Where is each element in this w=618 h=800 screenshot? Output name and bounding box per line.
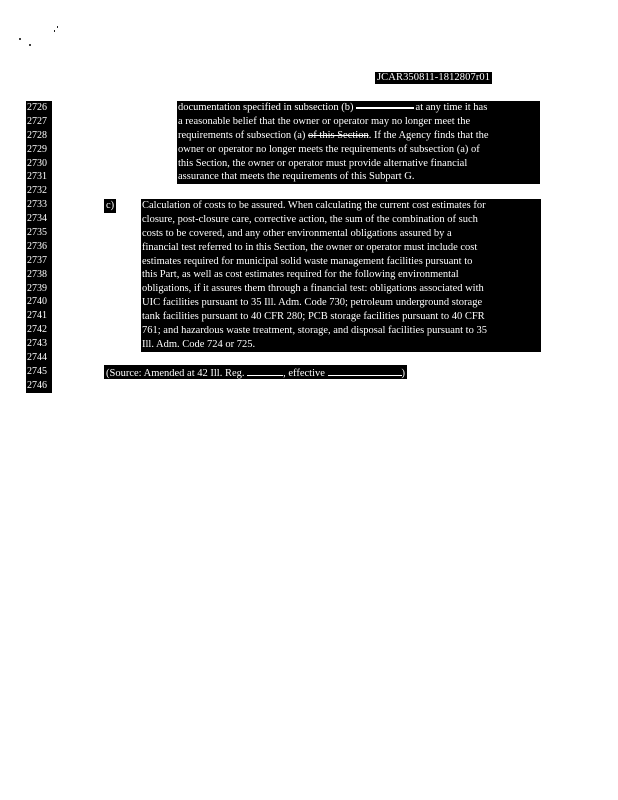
line-number: 2743 [26, 337, 52, 351]
line-number: 2730 [26, 157, 52, 171]
line-number: 2727 [26, 115, 52, 129]
line-number: 2742 [26, 323, 52, 337]
line-number: 2739 [26, 282, 52, 296]
subsection-c-body [141, 199, 541, 352]
subsection-label: c) [106, 200, 115, 211]
struck-text: of this Section [308, 129, 369, 141]
text-line: tank facilities pursuant to 40 CFR 280; PCB storage facilities pursuant to 40 CFR [142, 311, 485, 323]
text-line: this Part, as well as cost estimates required for the following environmental [142, 269, 459, 281]
line-number: 2737 [26, 254, 52, 268]
line-number: 2735 [26, 226, 52, 240]
line-number: 2744 [26, 351, 52, 365]
document-id-header: JCAR350811-1812807r01 [377, 72, 491, 83]
text-line: this Section, the owner or operator must provide alternative financial [178, 157, 468, 169]
text-line: costs to be covered, and any other environmental obligations assured by a [142, 227, 452, 239]
line-number: 2741 [26, 309, 52, 323]
line-number: 2731 [26, 170, 52, 184]
line-number: 2745 [26, 365, 52, 379]
scan-speck [19, 38, 21, 40]
scan-speck [57, 26, 58, 28]
line-number: 2740 [26, 295, 52, 309]
text-line: estimates required for municipal solid waste management facilities pursuant to [142, 255, 473, 267]
text-segment: documentation specified in subsection (b) [178, 102, 354, 113]
text-line [177, 101, 540, 115]
text-line: UIC facilities pursuant to 35 Ill. Adm. Code 730; petroleum underground storage [142, 297, 483, 309]
text-line: Calculation of costs to be assured. When calculating the current cost estimates for [142, 200, 486, 211]
text-line: Ill. Adm. Code 724 or 725. [142, 338, 256, 350]
source-text: , effective [283, 368, 325, 379]
text-line: assurance that meets the requirements of this Subpart G. [178, 171, 415, 183]
line-number: 2736 [26, 240, 52, 254]
paragraph-b-continuation [177, 101, 540, 184]
source-text: (Source: Amended at 42 Ill. Reg. [106, 368, 245, 379]
line-number-column [26, 101, 52, 393]
text-line: obligations, if it assures them through a financial test: obligations associated with [142, 283, 484, 295]
source-text: ) [401, 368, 406, 379]
source-note [104, 365, 407, 379]
text-line: owner or operator no longer meets the requirements of subsection (a) of [178, 143, 480, 155]
scan-speck [54, 30, 55, 32]
text-line: closure, post-closure care, corrective action, the sum of the combination of such [142, 213, 478, 225]
blank-line [247, 365, 283, 376]
line-number: 2734 [26, 212, 52, 226]
text-segment: requirements of subsection (a) [178, 129, 306, 141]
text-segment: . If the Agency finds that the [368, 129, 489, 141]
line-number: 2732 [26, 184, 52, 198]
line-number: 2738 [26, 268, 52, 282]
text-segment: at any time it has [415, 102, 488, 113]
line-number: 2728 [26, 129, 52, 143]
line-number: 2726 [26, 101, 52, 115]
line-number: 2746 [26, 379, 52, 393]
redaction-mark [356, 107, 414, 109]
text-line: 761; and hazardous waste treatment, storage, and disposal facilities pursuant to 35 [142, 325, 487, 337]
scan-speck [29, 44, 31, 46]
line-number: 2733 [26, 198, 52, 212]
text-line: financial test referred to in this Section, the owner or operator must include cost [142, 241, 478, 253]
line-number: 2729 [26, 143, 52, 157]
text-line: a reasonable belief that the owner or operator may no longer meet the [178, 115, 471, 127]
blank-line [328, 365, 402, 376]
text-line [177, 129, 540, 143]
